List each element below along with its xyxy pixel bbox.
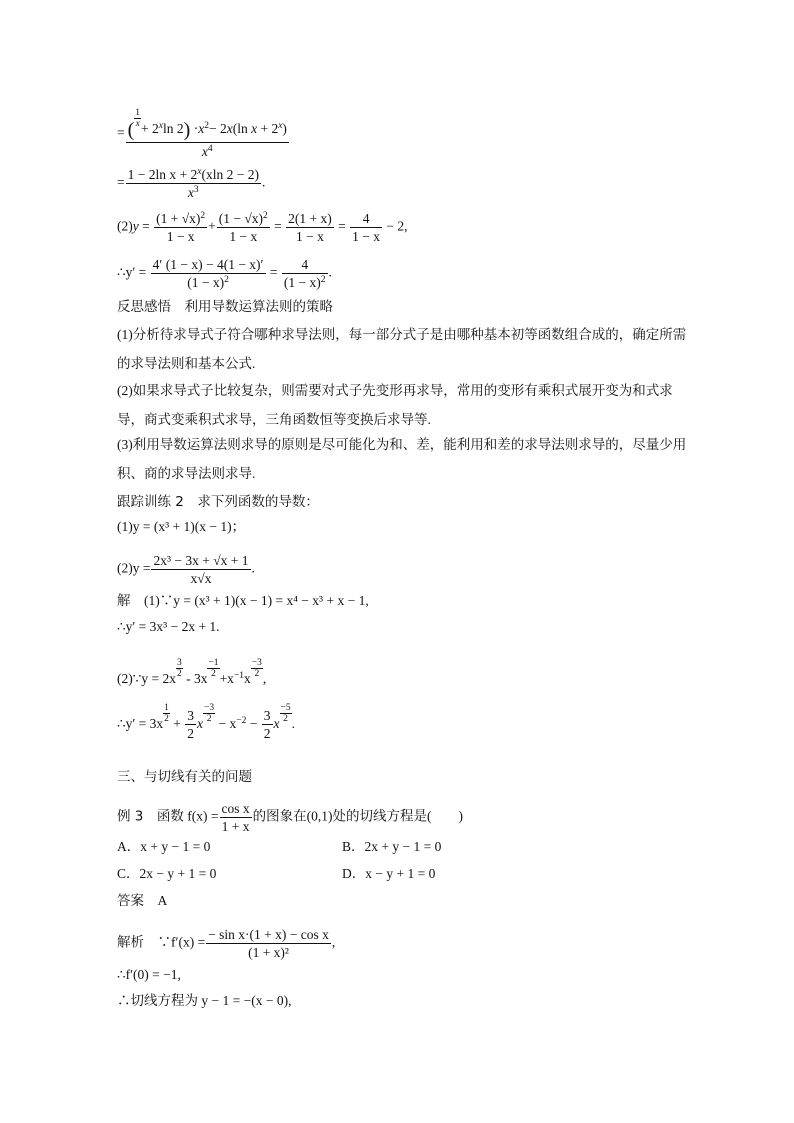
example-label: 例 3 [117, 808, 144, 825]
s4-minus2: − [249, 716, 258, 731]
analysis-line-3: ∴切线方程为 y − 1 = −(x − 0), [117, 993, 292, 1008]
option-d[interactable]: D．x − y + 1 = 0 [342, 866, 436, 881]
solution-line-3: (2)∵y = 2x $\frac{3}{2}$ - 3x $\frac{-1}{2}$ $+x^{-1}x$ $\frac{-3}{2}$ , [117, 658, 267, 686]
s4-label: ∴y′ = 3x [117, 716, 164, 731]
fraction-2 [126, 166, 261, 201]
s3-mid2: +x [219, 671, 234, 686]
p2-frac-2 [217, 210, 270, 245]
s4-frac-3-2b: $\frac{3}{2}$ [263, 708, 271, 742]
fx-1-den: x [135, 119, 140, 129]
term-close: ) [282, 121, 287, 136]
p2-frac-1-num: $(1 + √x)^2$ [156, 211, 206, 226]
reflection-p2: (2)如果求导式子比较复杂，则需要对式子先变形再求导，常用的变形有乘积式展开变为和式求导，商式变乘积式求导，三角函数恒等变换后求导等. [117, 383, 673, 427]
s4-x: x [197, 716, 204, 731]
solution-s1: (1)∵y = (x³ + 1)(x − 1) = x⁴ − x³ + x − 1, [144, 593, 369, 608]
answer-value: A [157, 893, 168, 908]
analysis-num: − sin x·(1 + x) − cos x [208, 927, 329, 942]
solution-label: 解 [117, 593, 131, 609]
analysis-line-1 [117, 926, 335, 961]
d-frac-1-den-text: (1 − x) [187, 275, 225, 290]
den-exp-3: 3 [193, 185, 199, 195]
p2-frac-2-den: 1 − x [229, 229, 258, 244]
d-frac-1 [151, 256, 266, 291]
training-q1: (1)y = (x³ + 1)(x − 1)； [117, 519, 246, 534]
section3-title: 三、与切线有关的问题 [117, 769, 252, 785]
solution-line-2: ∴y′ = 3x³ − 2x + 1. [117, 619, 220, 634]
p2-frac-3 [286, 210, 334, 245]
s4-frac-3-2: $\frac{3}{2}$ [187, 708, 195, 742]
s4-plus: + [173, 716, 181, 731]
p2-frac-2-num: $(1 - √x)^2$ [218, 211, 268, 226]
p2-tail: − 2, [386, 218, 408, 234]
d-frac-2-den: $(1 - x)^2$ [283, 275, 326, 290]
d-frac-1-den: $(1 - x)^2$ [187, 275, 229, 290]
fraction-1-numerator: ( $\frac{1}{x}$ + $2^x\ln$ $2) \cdot x^2- 2x(\ln$ $x + 2^x$) [127, 108, 287, 141]
answer-label: 答案 [117, 893, 144, 909]
p2-frac-1 [154, 210, 207, 245]
term-ln2: ln 2 [163, 121, 184, 136]
plus: + [208, 218, 216, 234]
p2-frac-4 [350, 210, 382, 245]
s3-mid1: - 3x [182, 671, 208, 686]
q2-num: 2x³ − 3x + √x + 1 [153, 553, 249, 568]
d-frac-2-den-text: (1 − x) [283, 275, 321, 290]
reflection-title: 反思感悟 [117, 299, 171, 315]
solution-line-1 [117, 592, 369, 610]
d-frac-2-num: 4 [282, 256, 328, 274]
example-text-b: 的图象在(0,1)处的切线方程是( ) [252, 808, 463, 824]
equals-sign: = [117, 125, 125, 141]
training-q2: (2)y = $\frac{\text{2x³ − 3x + √x + 1}}{x√x}$ . [117, 553, 255, 586]
frac2-num-tail: (xln 2 − 2) [201, 167, 259, 182]
deriv-prefix: ∴y′ = [117, 264, 147, 280]
reflection-heading [117, 298, 333, 316]
reflection-p1: (1)分析待求导式子符合哪种求导法则，每一部分式子是由哪种基本初等函数组合成的，确定所需的求导法则和基本公式. [117, 327, 687, 371]
reflection-p3: (3)利用导数运算法则求导的原则是尽可能化为和、差，能利用和差的求导法则求导的，尽量少用积、商的求导法则求导. [117, 437, 687, 481]
fraction-2-numerator: 1 − 2ln $x + 2^x(xln$ 2 − 2) [127, 167, 259, 182]
s4-end-x: x [273, 716, 280, 731]
s4-minus: − x [218, 716, 237, 731]
s3-label: (2)∵y = 2x [117, 671, 176, 686]
analysis-line-2: ∴f′(0) = −1, [117, 967, 181, 982]
term-x: x [198, 121, 205, 136]
part2-derivative: ∴y′ = $\frac{4' (1 - x) - 4(1 - x)'}{(1 - x)^2}$ = $\frac{4}{(1 - x)^2}$ . [117, 257, 332, 290]
fx-1-num: 1 [135, 108, 141, 118]
example-num: cos x [221, 801, 250, 816]
example-3 [117, 800, 463, 835]
equals-sign: = [117, 174, 125, 190]
option-c[interactable]: C．2x − y + 1 = 0 [117, 866, 217, 881]
p2-frac-1-den: 1 − x [166, 229, 195, 244]
p2-frac-4-den: 1 − x [352, 229, 381, 244]
training-title: 跟踪训练 2 [117, 494, 184, 510]
analysis-tail: , [331, 934, 336, 950]
part2-expression: (2)y = $\frac{(1 + √x)^2}{1 - x}$ + $\frac{(1 - √x)^2}{1 - x}$ = $\frac{2(1 + x)}{1 - x}$ = $\frac{4}{1 - x}$ − 2, [117, 211, 408, 244]
q2-fraction [151, 552, 250, 587]
p2-frac-3-num: 2(1 + x) [288, 211, 332, 226]
step-frac-2: = $\frac{1 - 2\ln x + 2^x(xln 2 - 2)}{x^3}$ . [117, 167, 266, 200]
answer-line [117, 892, 167, 910]
q2-label: (2)y = [117, 560, 151, 576]
example-fraction [220, 800, 252, 835]
d-frac-1-num: 4′ (1 − x) − 4(1 − x)′ [152, 257, 264, 272]
training-prompt: 求下列函数的导数： [197, 494, 319, 510]
q2-den: x√x [190, 571, 212, 586]
s3-mid3: x [244, 671, 251, 686]
analysis-a: ∵f′(x) = [157, 934, 206, 950]
analysis-den: (1 + x)² [248, 945, 289, 960]
equals: = [138, 218, 154, 234]
fraction-2-denominator: $x^3$ [187, 185, 199, 200]
training-heading [117, 493, 319, 511]
p2-f2-num-text: (1 − √x) [218, 211, 264, 226]
option-a[interactable]: A．x + y − 1 = 0 [117, 839, 211, 854]
step-frac-1 [117, 108, 290, 160]
exp-2: 2 [204, 121, 209, 131]
p2-frac-3-den: 1 − x [296, 229, 324, 244]
term-ln-open: (ln [232, 121, 252, 136]
d-frac-2 [282, 256, 328, 291]
p2-frac-4-num: 4 [350, 210, 382, 228]
analysis-label: 解析 [117, 934, 144, 951]
part2-label: (2) [117, 218, 133, 234]
analysis-fraction [206, 926, 331, 961]
example-text-a: 函数 f(x) = [156, 808, 219, 824]
fraction-1 [126, 108, 289, 160]
term-plus-2: + 2 [141, 121, 159, 136]
option-b[interactable]: B．2x + y − 1 = 0 [342, 839, 442, 854]
var-y: y [132, 218, 139, 234]
reflection-subtitle: 利用导数运算法则的策略 [184, 299, 333, 315]
den-exp-4: 4 [207, 144, 213, 154]
example-den: 1 + x [221, 819, 250, 834]
term-minus-2: − 2 [208, 121, 227, 136]
frac2-num-head: 1 − 2ln x + 2 [127, 167, 198, 182]
term-plus-2b: + 2 [257, 121, 279, 136]
p2-f1-num-text: (1 + √x) [156, 211, 201, 226]
solution-line-4: ∴y′ = 3x $\frac{1}{2}$ + $\frac{3}{2}$ x $\frac{-3}{2}$ − $x^{-2}$ − $\frac{3}{2}$ x $\frac{-5}{2}$ . [117, 703, 295, 742]
fraction-1-denominator: $x^4$ [201, 144, 213, 159]
